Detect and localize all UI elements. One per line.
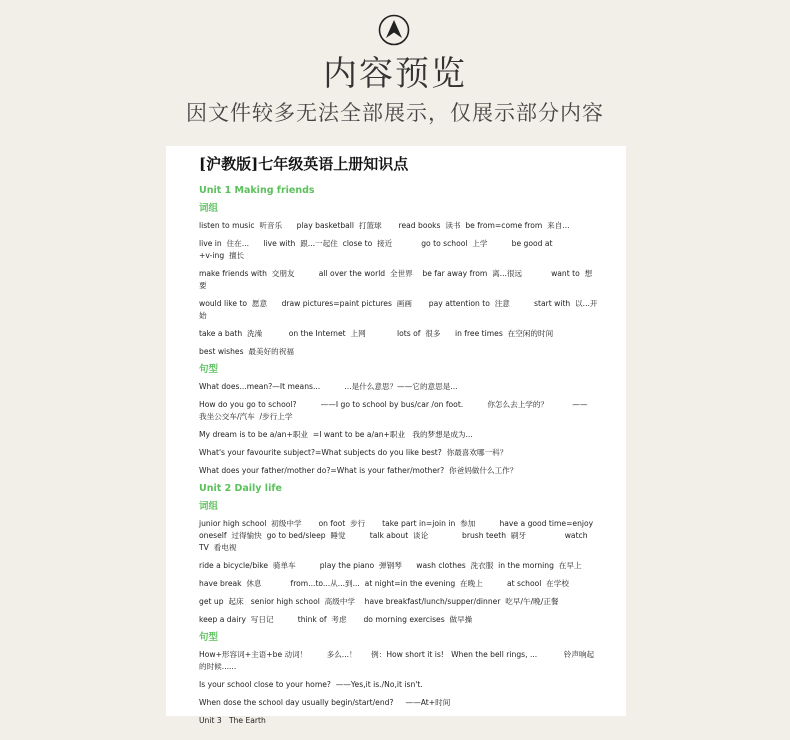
unit1-sentence-line: My dream is to be a/an+职业 =I want to be a/an+职业 我的梦想是成为... bbox=[199, 430, 473, 439]
unit1-sentence-line: What does your father/mother do?=What is your father/mother? 你爸妈做什么工作？ bbox=[199, 466, 518, 475]
document-preview bbox=[166, 146, 626, 725]
unit1-vocab-line: make friends with 交朋友 all over the world 全世界 be far away from 离...很远 want to 想 要 bbox=[199, 269, 593, 290]
unit1-sentence-label: 句型 bbox=[199, 364, 219, 375]
unit2-vocab-line: keep a dairy 写日记 think of 考虑 do morning exercises 做早操 bbox=[199, 615, 473, 624]
unit1-sentence-line: How do you go to school? ——I go to school by bus/car /on foot. 你怎么去上学的？ —— 我坐公交车/汽车 /步行上学 bbox=[199, 400, 588, 421]
unit3-heading: Unit 3 The Earth bbox=[199, 716, 266, 725]
unit1-vocab-line: live in 住在... live with 跟...一起住 close to 接近 go to school 上学 be good at +v-ing 擅长 bbox=[199, 239, 553, 260]
unit2-vocab-line: have break 休息 from...to...从...到... at night=in the evening 在晚上 at school 在学校 bbox=[199, 579, 569, 588]
unit1-vocab-label: 词组 bbox=[199, 203, 219, 214]
unit1-vocab-line: take a bath 洗澡 on the Internet 上网 lots of 很多 in free times 在空闲的时间 bbox=[199, 329, 554, 338]
document-title: [沪教版]七年级英语上册知识点 bbox=[199, 155, 409, 173]
unit2-sentence-label: 句型 bbox=[199, 632, 219, 643]
unit2-vocab-line: get up 起床 senior high school 高级中学 have breakfast/lunch/supper/dinner 吃早/午/晚/正餐 bbox=[199, 597, 559, 606]
unit1-sentence-line: What does...mean?—It means... ...是什么意思？——它的意思是... bbox=[199, 382, 458, 391]
unit2-sentence-line: Is your school close to your home? ——Yes,it is./No,it isn't. bbox=[199, 680, 423, 689]
unit2-vocab-label: 词组 bbox=[199, 501, 219, 512]
unit2-vocab-line: ride a bicycle/bike 骑单车 play the piano 弹钢琴 wash clothes 洗衣服 in the morning 在早上 bbox=[199, 561, 582, 570]
unit2-sentence-line: How+形容词+主语+be 动词！ 多么...！ 例：How short it is! When the bell rings, ... 铃声响起 的时候...... bbox=[199, 650, 595, 671]
unit1-vocab-line: would like to 愿意 draw pictures=paint pictures 画画 pay attention to 注意 start with 以...开始 bbox=[199, 299, 598, 320]
unit1-vocab-line: listen to music 听音乐 play basketball 打篮球 read books 读书 be from=come from 来自... bbox=[199, 221, 570, 230]
unit1-heading: Unit 1 Making friends bbox=[199, 185, 315, 196]
unit2-sentence-line: When dose the school day usually begin/start/end? ——At+时间 bbox=[199, 698, 451, 707]
unit2-heading: Unit 2 Daily life bbox=[199, 483, 282, 494]
unit1-vocab-line: best wishes 最美好的祝福 bbox=[199, 347, 294, 356]
page-title: 内容预览 bbox=[323, 54, 467, 94]
page-subtitle: 因文件较多无法全部展示，仅展示部分内容 bbox=[186, 101, 604, 125]
unit2-vocab-line: junior high school 初级中学 on foot 步行 take part in=join in 参加 have a good time=enjoy oneself 过得愉快 go to bed/sleep 睡觉 talk about 谈论 brush teeth 刷牙 watch TV 看电视 bbox=[199, 519, 594, 552]
compass-logo-icon bbox=[378, 14, 410, 46]
unit1-sentence-line: What's your favourite subject?=What subjects do you like best? 你最喜欢哪一科？ bbox=[199, 448, 508, 457]
